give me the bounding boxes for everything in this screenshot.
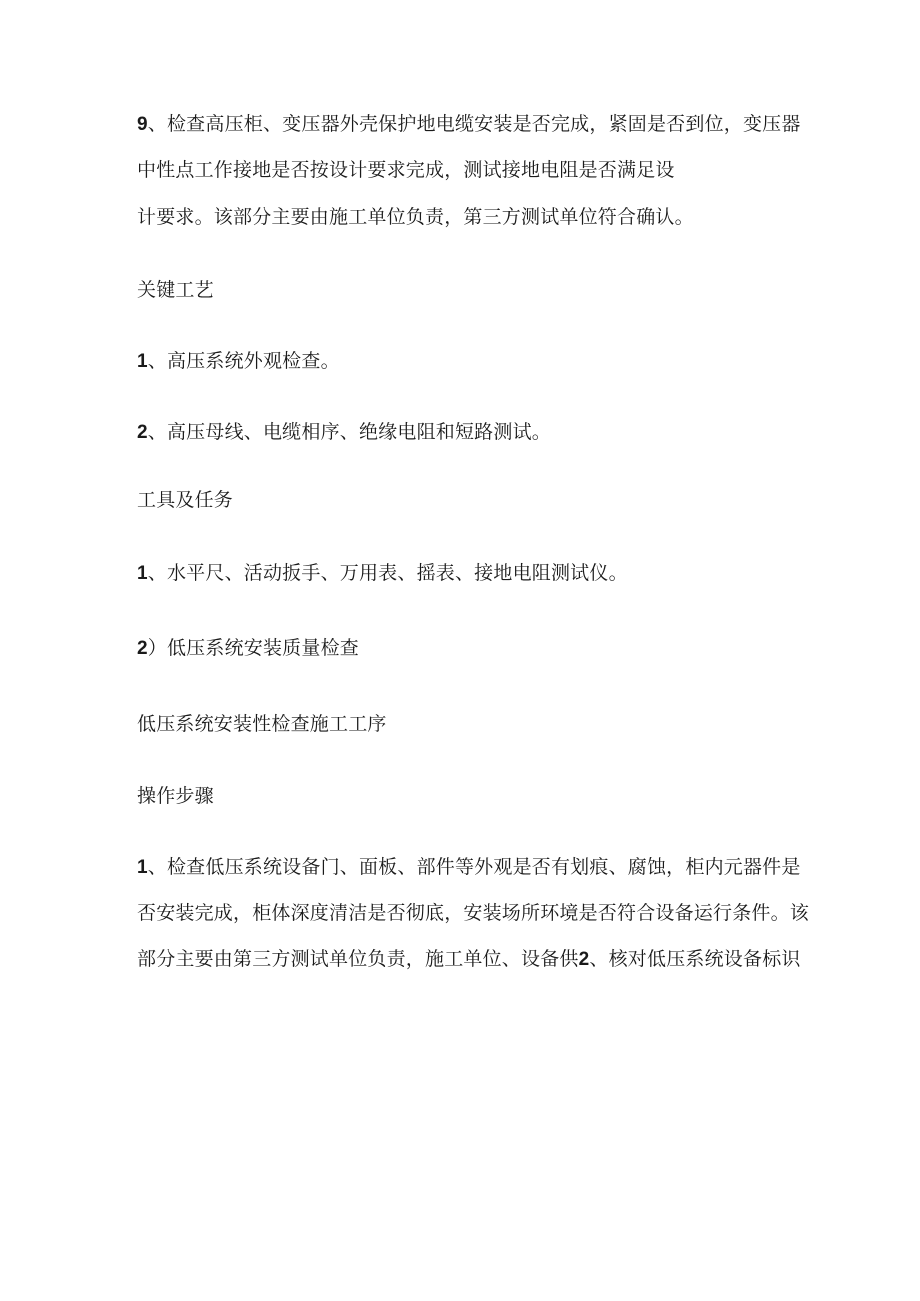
item-text: 、高压系统外观检查。 (147, 350, 340, 372)
heading-key-process: 关键工艺 (137, 279, 214, 301)
key-process-item-1 (137, 349, 340, 374)
item-number: 1 (137, 351, 148, 372)
section-number: 2 (137, 638, 148, 659)
grounding-paragraph-line-3: 计要求。该部分主要由施工单位负责，第三方测试单位符合确认。 (137, 206, 694, 228)
heading-tools: 工具及任务 (137, 489, 234, 511)
item-number: 2 (137, 422, 148, 443)
item-number: 1 (137, 563, 148, 584)
item-number: 2 (578, 949, 590, 970)
item-number: 9 (137, 114, 148, 135)
item-text: 、高压母线、电缆相序、绝缘电阻和短路测试。 (147, 421, 551, 443)
section-2-title (137, 636, 359, 661)
grounding-paragraph-line-1 (137, 112, 801, 137)
low-voltage-paragraph-line-1 (137, 855, 801, 880)
grounding-paragraph-line-2: 中性点工作接地是否按设计要求完成，测试接地电阻是否满足设 (137, 159, 675, 181)
line-text: 、检查低压系统设备门、面板、部件等外观是否有划痕、腐蚀，柜内元器件是 (147, 856, 801, 878)
key-process-item-2 (137, 420, 551, 445)
heading-steps: 操作步骤 (137, 785, 214, 807)
item-text: 、水平尺、活动扳手、万用表、摇表、接地电阻测试仪。 (147, 562, 628, 584)
item-number: 1 (137, 857, 148, 878)
line-text: 部分主要由第三方测试单位负责，施工单位、设备供 (137, 948, 579, 970)
tools-item-1 (137, 561, 628, 586)
subheading-procedure: 低压系统安装性检查施工工序 (137, 713, 387, 735)
line-text: 、核对低压系统设备标识 (589, 948, 801, 970)
line-text: 、检查高压柜、变压器外壳保护地电缆安装是否完成，紧固是否到位，变压器 (147, 113, 801, 135)
section-title-text: ）低压系统安装质量检查 (147, 637, 359, 659)
low-voltage-paragraph-line-2: 否安装完成，柜体深度清洁是否彻底，安装场所环境是否符合设备运行条件。该 (137, 902, 810, 924)
low-voltage-paragraph-line-3 (137, 947, 801, 972)
